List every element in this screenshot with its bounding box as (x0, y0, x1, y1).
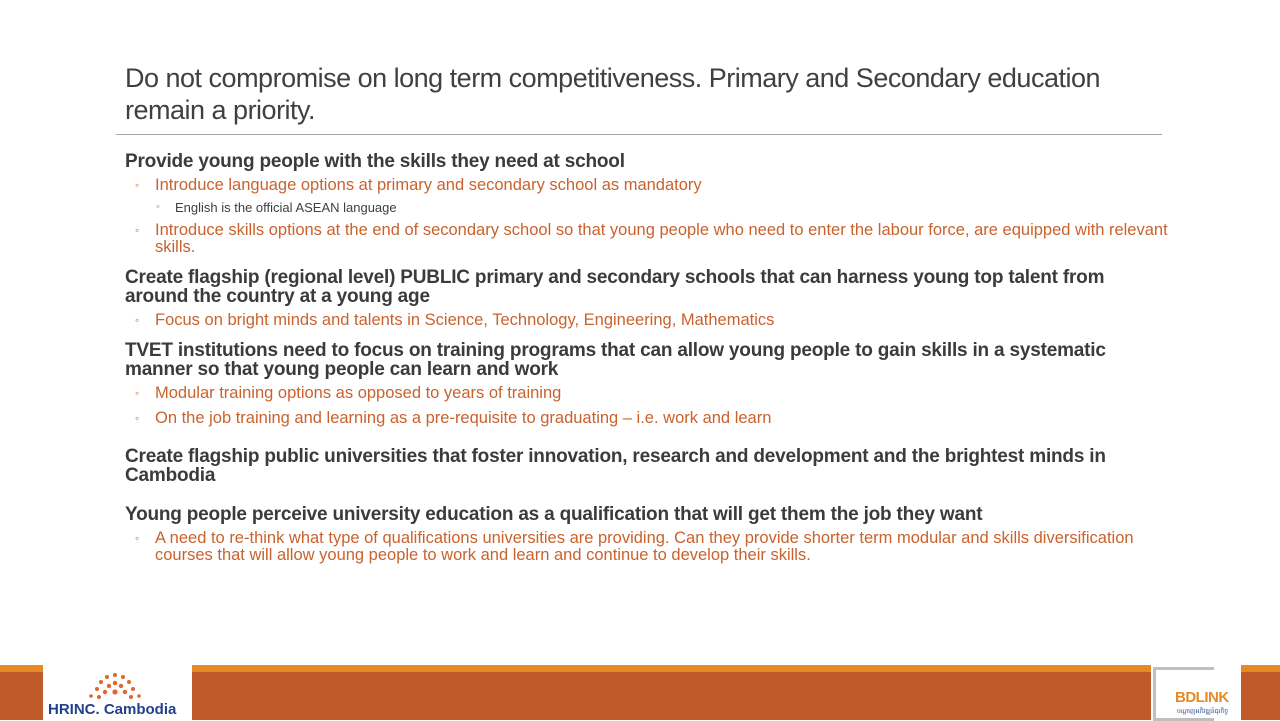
sub-bullet-item: ◦ English is the official ASEAN language (125, 200, 1170, 216)
bdlink-logo-text: BDLINK (1175, 689, 1229, 706)
footer-band (0, 665, 1280, 720)
slide-content (125, 152, 1170, 576)
section-flagship-universities (125, 447, 1170, 485)
sunburst-icon (43, 665, 192, 705)
section-heading: Create flagship public universities that foster innovation, research and development and the brightest minds in Cambodia (125, 446, 1106, 486)
section-heading: TVET institutions need to focus on training programs that can allow young people to gain skills in a systematic manner so that young people can learn and work (125, 340, 1106, 380)
footer-accent-line (0, 665, 1280, 672)
bdlink-logo-tagline: បណ្ដាញអភិវឌ្ឍន៍ធុរកិច្ច (1177, 709, 1229, 715)
bullet-item: ◦ Introduce skills options at the end of secondary school so that young people who need to enter the labour force, are equipped with relevant skills. (125, 222, 1170, 256)
bullet-item: ◦ Focus on bright minds and talents in Science, Technology, Engineering, Mathematics (125, 312, 1170, 329)
section-university-perception (125, 505, 1170, 564)
section-heading: Provide young people with the skills they need at school (125, 151, 625, 172)
section-flagship-schools (125, 268, 1170, 329)
section-heading: Create flagship (regional level) PUBLIC primary and secondary schools that can harness young top talent from around the country at a young age (125, 267, 1105, 307)
bdlink-logo (1151, 665, 1241, 720)
bullet-item: ◦ Modular training options as opposed to years of training (125, 385, 1170, 402)
section-school-skills (125, 152, 1170, 256)
bullet-item: ◦ A need to re-think what type of qualifications universities are providing. Can they provide shorter term modular and skills diversification courses that will allow young people to work and learn and continue to develop their skills. (125, 530, 1170, 564)
bullet-item: ◦ Introduce language options at primary and secondary school as mandatory (125, 177, 1170, 194)
slide-title: Do not compromise on long term competitiveness. Primary and Secondary education remain a priority. (125, 63, 1100, 125)
section-heading: Young people perceive university education as a qualification that will get them the job they want (125, 504, 983, 525)
title-divider (116, 134, 1162, 135)
hrinc-logo (43, 665, 192, 720)
bullet-item: ◦ On the job training and learning as a pre-requisite to graduating – i.e. work and learn (125, 410, 1170, 427)
section-tvet (125, 341, 1170, 427)
hrinc-logo-text: HRINC. Cambodia (48, 701, 177, 718)
